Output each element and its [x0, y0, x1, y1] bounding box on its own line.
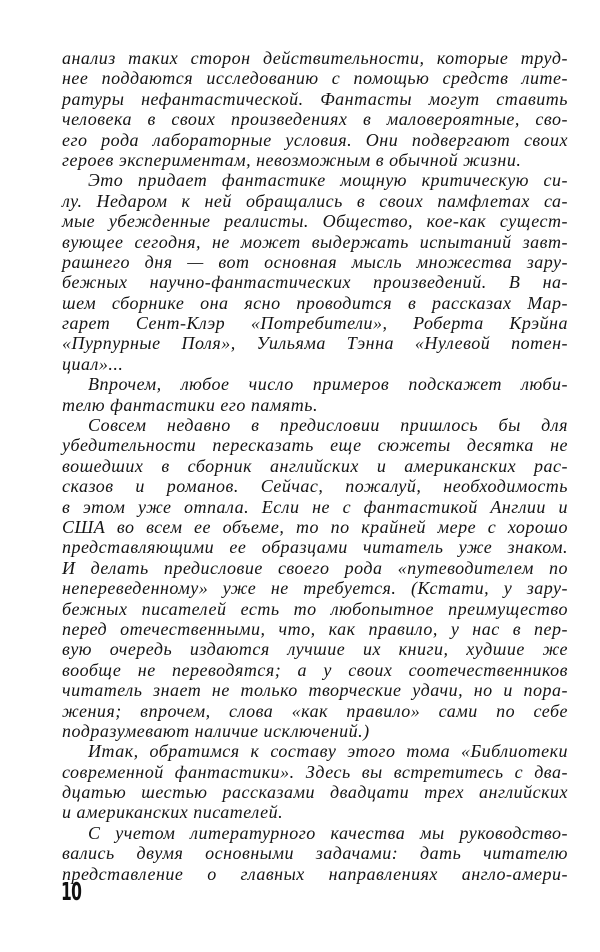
paragraph [62, 48, 568, 170]
text-line: шем сборнике она ясно проводится в рассказах Мар- [62, 292, 568, 313]
text-line: непереведенному» уже не требуется. (Кстати, у зару- [62, 578, 568, 599]
text-line: бежных писателей есть то любопытное преимущество [62, 598, 568, 619]
text-line: Это придает фантастике мощную критическую си- [88, 170, 568, 191]
text-line: рашнего дня — вот основная мысль множества зару- [62, 251, 568, 272]
text-line: бежных научно-фантастических произведений. В на- [62, 272, 568, 293]
text-line: «Пурпурные Поля», Уильяма Тэнна «Нулевой потен- [62, 333, 568, 354]
text-line: перед отечественными, что, как правило, у нас в пер- [62, 618, 568, 639]
text-line: дцатью шестью рассказами двадцати трех английских [62, 782, 568, 803]
text-line: ратуры нефантастической. Фантасты могут ставить [62, 88, 568, 109]
text-line: представляющими ее образцами читатель уже знаком. [62, 537, 568, 558]
text-line: героев экспериментам, невозможным в обычной жизни. [62, 149, 522, 170]
text-line: лу. Недаром к ней обращались в своих памфлетах са- [62, 190, 568, 211]
text-line: телю фантастики его память. [62, 394, 318, 415]
text-line: представление о главных направлениях англо-амери- [62, 863, 568, 884]
text-line: И делать предисловие своего рода «путеводителем по [62, 557, 568, 578]
page-number: 10 [61, 877, 82, 906]
text-line: читатель знает не только творческие удачи, но и пора- [62, 680, 568, 701]
text-line: современной фантастики». Здесь вы встретитесь с два- [62, 761, 568, 782]
text-line: вующее сегодня, не может выдержать испытаний завт- [62, 231, 568, 252]
text-line: его рода лабораторные условия. Они подвергают своих [62, 129, 568, 150]
text-line: убедительности пересказать еще сюжеты десятка не [62, 435, 568, 456]
paragraph [62, 170, 568, 374]
paragraph [62, 741, 568, 823]
text-line: человека в своих произведениях в маловероятные, сво- [62, 109, 568, 130]
text-line: вую очередь издаются лучшие их книги, худшие же [62, 639, 568, 660]
text-line: вались двумя основными задачами: дать читателю [62, 843, 568, 864]
text-line: С учетом литературного качества мы руководство- [88, 822, 568, 843]
text-line: жения; впрочем, слова «как правило» сами по себе [62, 700, 568, 721]
paragraph [62, 823, 568, 884]
text-line: в этом уже отпала. Если не с фантастикой Англии и [62, 496, 568, 517]
text-line: гарет Сент-Клэр «Потребители», Роберта Крэйна [62, 313, 568, 334]
page-body-text [62, 48, 568, 884]
text-line: Совсем недавно в предисловии пришлось бы для [88, 415, 568, 436]
text-line: циал»... [62, 353, 124, 374]
text-line: мые убежденные реалисты. Общество, кое-как сущест- [62, 211, 568, 232]
text-line: сказов и романов. Сейчас, пожалуй, необходимость [62, 476, 568, 497]
paragraph [62, 374, 568, 415]
paragraph [62, 415, 568, 741]
text-line: вошедших в сборник английских и американских рас- [62, 455, 568, 476]
text-line: вообще не переводятся; а у своих соотечественников [62, 659, 568, 680]
text-line: Итак, обратимся к составу этого тома «Библиотеки [88, 741, 568, 762]
text-line: нее поддаются исследованию с помощью средств лите- [62, 68, 568, 89]
text-line: Впрочем, любое число примеров подскажет люби- [88, 374, 568, 395]
text-line: США во всем ее объеме, то по крайней мере с хорошо [62, 516, 568, 537]
text-line: подразумевают наличие исключений.) [62, 720, 370, 741]
text-line: анализ таких сторон действительности, которые труд- [62, 48, 568, 68]
text-line: и американских писателей. [62, 802, 284, 823]
